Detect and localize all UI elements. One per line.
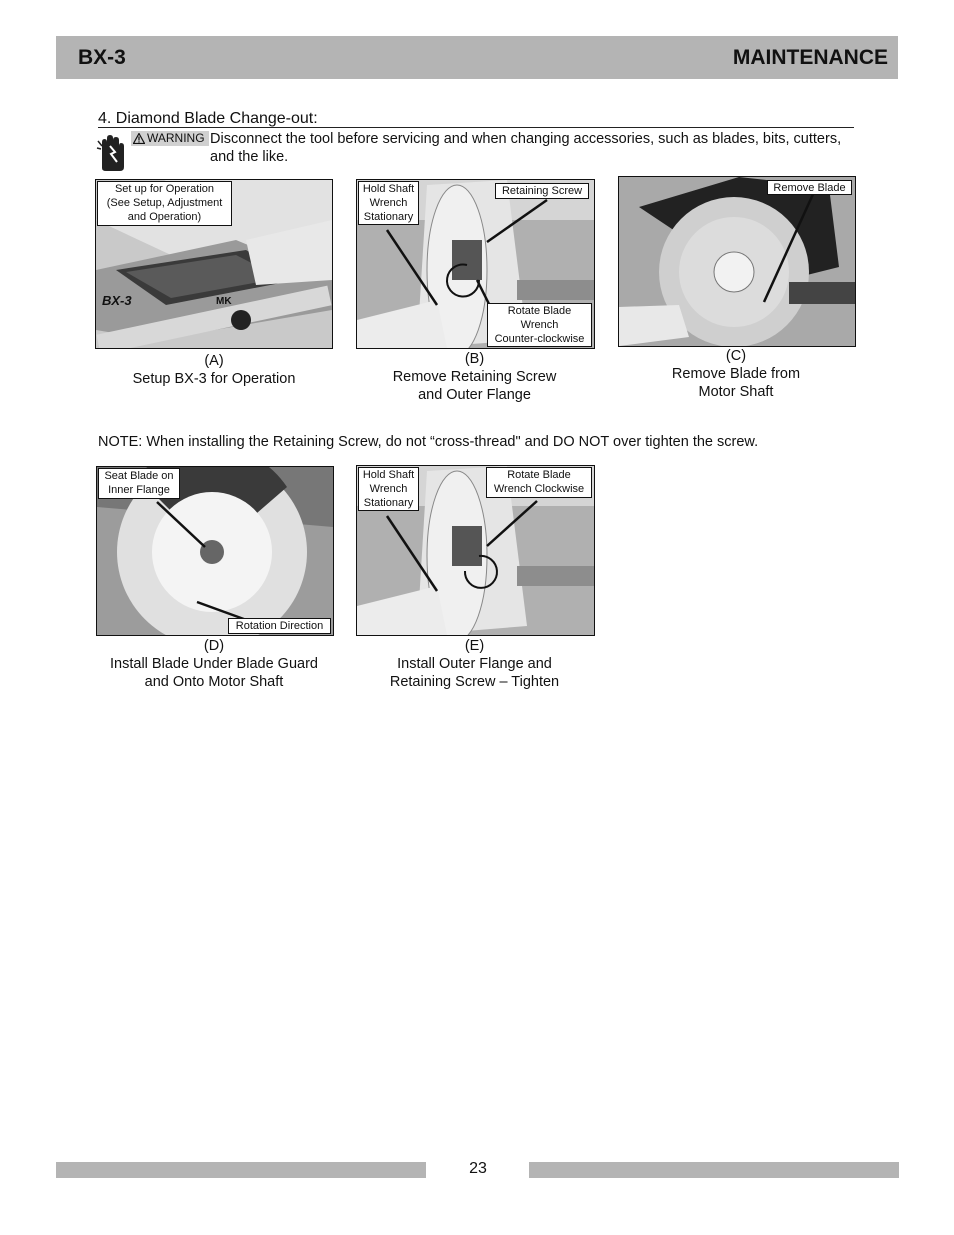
caption-e-letter: (E) [464,638,485,654]
caption-a-letter: (A) [204,353,224,369]
caption-a-line1: Setup BX-3 for Operation [132,371,296,387]
caption-e-line2: Retaining Screw – Tighten [389,674,560,690]
caption-c-letter: (C) [725,348,747,364]
warning-badge [131,131,209,146]
caption-e-line1: Install Outer Flange and [397,656,552,672]
callout-setup-operation: Set up for Operation (See Setup, Adjustment and Operation) [97,181,232,226]
caption-d-letter: (D) [203,638,225,654]
photo-e-install-flange [356,465,595,636]
warning-triangle-icon [133,133,145,144]
callout-hold-shaft-wrench: Hold Shaft Wrench Stationary [358,181,419,225]
photo-a-bx3-text: BX-3 [102,293,132,308]
caption-d-line1: Install Blade Under Blade Guard [110,656,318,672]
callout-seat-blade: Seat Blade on Inner Flange [98,468,180,499]
section-rule [98,127,854,128]
warning-text: Disconnect the tool before servicing and when changing accessories, such as blades, bits, cutters, and the like. [210,131,842,165]
caption-b-line1: Remove Retaining Screw [392,369,557,385]
callout-rotate-blade-cw: Rotate Blade Wrench Clockwise [486,467,592,498]
caption-b-letter: (B) [464,351,485,367]
note-retaining-screw: NOTE: When installing the Retaining Screw, do not “cross-thread" and DO NOT over tighten the screw. [98,434,759,450]
caption-b [356,350,593,404]
header-bar [56,36,898,79]
callout-retaining-screw: Retaining Screw [495,183,589,199]
photo-d-install-blade [96,466,334,636]
caption-b-line2: and Outer Flange [418,387,531,403]
caption-d [96,637,332,691]
caption-e [356,637,593,691]
caption-c [618,347,854,401]
caption-d-line2: and Onto Motor Shaft [144,674,284,690]
callout-remove-blade: Remove Blade [767,180,852,195]
photo-a-mk-text: MK [216,296,232,307]
shock-hazard-hand-icon [96,132,130,172]
section-title-header: MAINTENANCE [732,46,888,69]
footer-bar-right [529,1162,899,1178]
caption-a [96,352,332,388]
photo-b-remove-screw [356,179,595,349]
callout-rotation-direction: Rotation Direction [228,618,331,634]
callout-hold-shaft-wrench-e: Hold Shaft Wrench Stationary [358,467,419,511]
photo-c-scene [619,177,855,346]
photo-c-remove-blade [618,176,856,347]
caption-c-line1: Remove Blade from [671,366,801,382]
photo-a-tile-saw-setup [95,179,333,349]
page-number: 23 [469,1160,487,1177]
footer-bar-left [56,1162,426,1178]
model-title: BX-3 [78,46,126,69]
warning-label: WARNING [147,131,205,145]
section-title: 4. Diamond Blade Change-out: [98,110,318,127]
caption-c-line2: Motor Shaft [698,384,774,400]
callout-rotate-blade-ccw: Rotate Blade Wrench Counter-clockwise [487,303,592,347]
